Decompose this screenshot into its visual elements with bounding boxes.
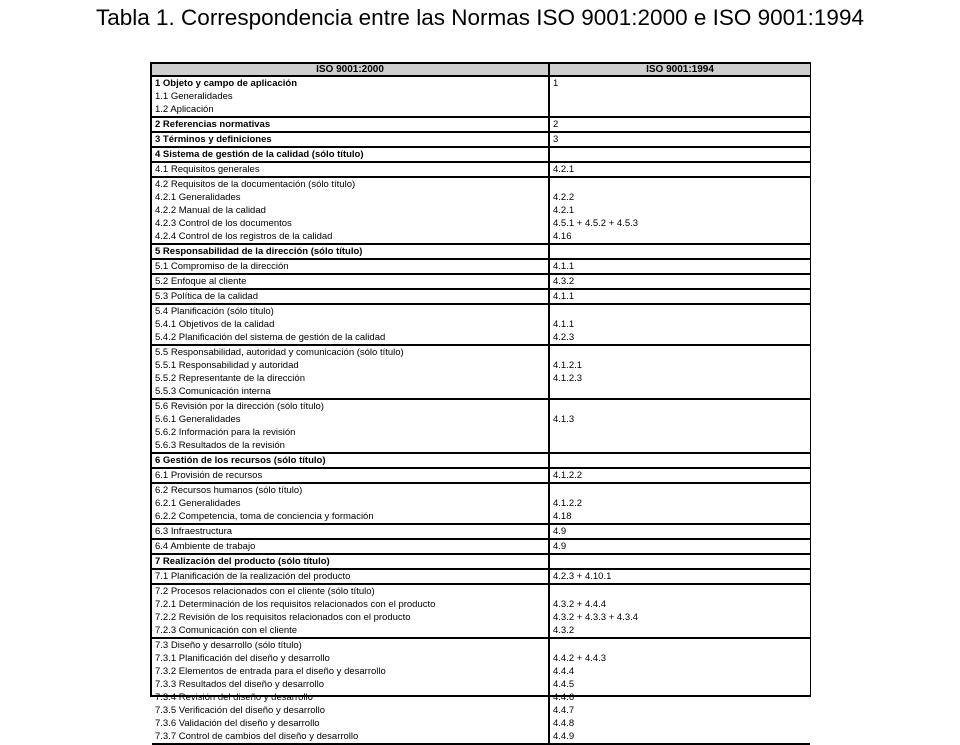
table-group: [152, 305, 810, 346]
clause-1994-cell: [550, 439, 810, 452]
table-group: [152, 484, 810, 525]
iso-2000-column: [152, 484, 550, 523]
iso-1994-column: [550, 585, 810, 637]
iso-2000-column: [152, 346, 550, 398]
table-group: [152, 148, 810, 163]
table-group: [152, 290, 810, 305]
clause-1994-cell: 4.2.3 + 4.10.1: [553, 571, 612, 582]
iso-1994-column: [550, 163, 810, 176]
table-group: [152, 77, 810, 118]
table-group: [152, 469, 810, 484]
clause-2000-cell: 4.2.4 Control de los registros de la calidad: [155, 231, 333, 242]
clause-2000-cell: 7.3.1 Planificación del diseño y desarrollo: [155, 653, 330, 664]
clause-1994-cell: 4.3.2: [553, 625, 575, 636]
clause-2000-cell: 5.4.1 Objetivos de la calidad: [155, 319, 275, 330]
iso-2000-column: [152, 245, 550, 258]
table-group: [152, 163, 810, 178]
iso-1994-column: [550, 148, 810, 161]
table-group: [152, 260, 810, 275]
clause-2000-cell: 7.1 Planificación de la realización del producto: [155, 571, 351, 582]
clause-2000-cell: 7.3.3 Resultados del diseño y desarrollo: [155, 679, 324, 690]
clause-1994-cell: 4.4.6: [553, 692, 575, 703]
header-iso-1994: ISO 9001:1994: [646, 64, 714, 75]
iso-1994-column: [550, 346, 810, 398]
iso-1994-column: [550, 133, 810, 146]
clause-2000-cell: 7.3.4 Revisión del diseño y desarrollo: [155, 692, 313, 703]
clause-2000-cell: 7.3.7 Control de cambios del diseño y desarrollo: [155, 731, 359, 742]
clause-1994-cell: [550, 639, 810, 652]
clause-2000-cell: 1.2 Aplicación: [155, 104, 214, 115]
clause-2000-cell: 4.2.2 Manual de la calidad: [155, 205, 266, 216]
clause-2000-cell: 7.3.5 Verificación del diseño y desarrollo: [155, 705, 326, 716]
clause-2000-cell: 6.3 Infraestructura: [155, 526, 233, 537]
iso-2000-column: [152, 555, 550, 568]
clause-1994-cell: [550, 148, 810, 161]
iso-2000-column: [152, 133, 550, 146]
clause-1994-cell: 4.5.1 + 4.5.2 + 4.5.3: [553, 218, 639, 229]
clause-1994-cell: 2: [553, 119, 559, 130]
table-group: [152, 400, 810, 454]
clause-1994-cell: 4.4.9: [553, 731, 575, 742]
iso-1994-column: [550, 118, 810, 131]
clause-1994-cell: 4.4.7: [553, 705, 575, 716]
clause-1994-cell: 4.4.5: [553, 679, 575, 690]
iso-2000-column: [152, 305, 550, 344]
table-group: [152, 639, 810, 745]
clause-2000-cell: 6.4 Ambiente de trabajo: [155, 541, 256, 552]
clause-2000-cell: 7.2.2 Revisión de los requisitos relacionados con el producto: [155, 612, 411, 623]
clause-2000-cell: 7.3.2 Elementos de entrada para el diseño y desarrollo: [155, 666, 386, 677]
clause-2000-cell: 6.1 Provisión de recursos: [155, 470, 263, 481]
clause-1994-cell: [550, 484, 810, 497]
clause-1994-cell: [550, 305, 810, 318]
clause-2000-cell: 4.2.3 Control de los documentos: [155, 218, 292, 229]
clause-2000-cell: 5.6.2 Información para la revisión: [155, 427, 296, 438]
iso-1994-column: [550, 484, 810, 523]
clause-2000-cell: 5.6.1 Generalidades: [155, 414, 241, 425]
iso-1994-column: [550, 178, 810, 243]
clause-2000-cell: 5.4.2 Planificación del sistema de gestión de la calidad: [155, 332, 386, 343]
iso-1994-column: [550, 275, 810, 288]
clause-2000-cell: 5.3 Política de la calidad: [155, 291, 258, 302]
table-group: [152, 178, 810, 245]
clause-2000-cell: 5 Responsabilidad de la dirección (sólo título): [155, 246, 363, 257]
iso-2000-column: [152, 163, 550, 176]
iso-2000-column: [152, 540, 550, 553]
clause-1994-cell: 4.1.2.2: [553, 470, 583, 481]
clause-1994-cell: [550, 90, 810, 103]
clause-1994-cell: 4.2.2: [553, 192, 575, 203]
clause-2000-cell: 5.6 Revisión por la dirección (sólo título): [155, 401, 324, 412]
clause-1994-cell: [550, 454, 810, 467]
iso-2000-column: [152, 290, 550, 303]
clause-2000-cell: 7 Realización del producto (sólo título): [155, 556, 330, 567]
iso-1994-column: [550, 639, 810, 743]
iso-1994-column: [550, 540, 810, 553]
table-group: [152, 454, 810, 469]
slide-title: Tabla 1. Correspondencia entre las Normas ISO 9001:2000 e ISO 9001:1994: [96, 5, 864, 30]
iso-2000-column: [152, 148, 550, 161]
clause-2000-cell: 4.1 Requisitos generales: [155, 164, 260, 175]
table-header: [152, 62, 810, 77]
clause-1994-cell: 4.3.2: [553, 276, 575, 287]
clause-1994-cell: 4.4.8: [553, 718, 575, 729]
clause-1994-cell: 4.1.1: [553, 261, 575, 272]
clause-2000-cell: 4.2.1 Generalidades: [155, 192, 241, 203]
iso-2000-column: [152, 260, 550, 273]
clause-2000-cell: 6 Gestión de los recursos (sólo título): [155, 455, 326, 466]
header-iso-2000: ISO 9001:2000: [152, 64, 550, 75]
iso-2000-column: [152, 178, 550, 243]
iso-1994-column: [550, 525, 810, 538]
clause-2000-cell: 7.3.6 Validación del diseño y desarrollo: [155, 718, 320, 729]
table-group: [152, 525, 810, 540]
clause-1994-cell: 4.1.3: [553, 414, 575, 425]
clause-2000-cell: 6.2 Recursos humanos (sólo título): [155, 485, 303, 496]
clause-1994-cell: [550, 245, 810, 258]
clause-2000-cell: 1 Objeto y campo de aplicación: [155, 78, 298, 89]
clause-2000-cell: 5.5.1 Responsabilidad y autoridad: [155, 360, 299, 371]
clause-1994-cell: 3: [553, 134, 559, 145]
clause-2000-cell: 5.6.3 Resultados de la revisión: [155, 440, 285, 451]
clause-1994-cell: [550, 426, 810, 439]
clause-1994-cell: 4.9: [553, 526, 567, 537]
clause-1994-cell: 4.1.2.1: [553, 360, 583, 371]
clause-1994-cell: [550, 178, 810, 191]
iso-2000-column: [152, 525, 550, 538]
clause-2000-cell: 1.1 Generalidades: [155, 91, 233, 102]
clause-2000-cell: 5.5.2 Representante de la dirección: [155, 373, 305, 384]
table-group: [152, 245, 810, 260]
clause-1994-cell: 4.3.2 + 4.3.3 + 4.3.4: [553, 612, 639, 623]
clause-2000-cell: 5.2 Enfoque al cliente: [155, 276, 247, 287]
clause-1994-cell: [550, 103, 810, 116]
table-group: [152, 555, 810, 570]
clause-1994-cell: 4.9: [553, 541, 567, 552]
clause-1994-cell: [550, 385, 810, 398]
clause-1994-cell: 4.16: [553, 231, 572, 242]
clause-2000-cell: 3 Términos y definiciones: [155, 134, 272, 145]
clause-1994-cell: 4.2.1: [553, 164, 575, 175]
clause-2000-cell: 5.5 Responsabilidad, autoridad y comunicación (sólo título): [155, 347, 404, 358]
clause-1994-cell: 4.1.1: [553, 291, 575, 302]
clause-2000-cell: 7.2.3 Comunicación con el cliente: [155, 625, 298, 636]
clause-2000-cell: 7.2 Procesos relacionados con el cliente (sólo título): [155, 586, 375, 597]
iso-1994-column: [550, 400, 810, 452]
clause-1994-cell: 4.1.2.3: [553, 373, 583, 384]
clause-2000-cell: 7.2.1 Determinación de los requisitos relacionados con el producto: [155, 599, 436, 610]
clause-1994-cell: 4.4.4: [553, 666, 575, 677]
iso-1994-column: [550, 570, 810, 583]
clause-2000-cell: 7.3 Diseño y desarrollo (sólo título): [155, 640, 302, 651]
clause-1994-cell: [550, 585, 810, 598]
clause-2000-cell: 6.2.1 Generalidades: [155, 498, 241, 509]
iso-2000-column: [152, 639, 550, 743]
iso-1994-column: [550, 469, 810, 482]
clause-2000-cell: 2 Referencias normativas: [155, 119, 271, 130]
iso-2000-column: [152, 400, 550, 452]
iso-1994-column: [550, 77, 810, 116]
iso-2000-column: [152, 77, 550, 116]
correspondence-table: [150, 62, 811, 742]
clause-2000-cell: 5.4 Planificación (sólo título): [155, 306, 274, 317]
clause-2000-cell: 5.5.3 Comunicación interna: [155, 386, 271, 397]
table-group: [152, 570, 810, 585]
clause-1994-cell: 4.3.2 + 4.4.4: [553, 599, 607, 610]
iso-1994-column: [550, 305, 810, 344]
iso-2000-column: [152, 585, 550, 637]
iso-1994-column: [550, 290, 810, 303]
clause-1994-cell: 4.1.1: [553, 319, 575, 330]
clause-2000-cell: 5.1 Compromiso de la dirección: [155, 261, 289, 272]
clause-1994-cell: [550, 346, 810, 359]
iso-1994-column: [550, 454, 810, 467]
clause-1994-cell: 4.2.3: [553, 332, 575, 343]
table-group: [152, 118, 810, 133]
table-group: [152, 133, 810, 148]
clause-1994-cell: 4.4.2 + 4.4.3: [553, 653, 607, 664]
table-group: [152, 346, 810, 400]
iso-1994-column: [550, 260, 810, 273]
iso-2000-column: [152, 275, 550, 288]
clause-1994-cell: [550, 555, 810, 568]
iso-1994-column: [550, 555, 810, 568]
clause-2000-cell: 4.2 Requisitos de la documentación (sólo título): [155, 179, 356, 190]
iso-2000-column: [152, 469, 550, 482]
iso-2000-column: [152, 454, 550, 467]
clause-1994-cell: [550, 400, 810, 413]
clause-1994-cell: 4.18: [553, 511, 572, 522]
table-group: [152, 585, 810, 639]
iso-2000-column: [152, 118, 550, 131]
clause-1994-cell: 1: [553, 78, 559, 89]
table-group: [152, 540, 810, 555]
table-body: [152, 77, 810, 745]
iso-1994-column: [550, 245, 810, 258]
table-group: [152, 275, 810, 290]
clause-2000-cell: 6.2.2 Competencia, toma de conciencia y formación: [155, 511, 374, 522]
clause-2000-cell: 4 Sistema de gestión de la calidad (sólo título): [155, 149, 364, 160]
clause-1994-cell: 4.1.2.2: [553, 498, 583, 509]
clause-1994-cell: 4.2.1: [553, 205, 575, 216]
iso-2000-column: [152, 570, 550, 583]
